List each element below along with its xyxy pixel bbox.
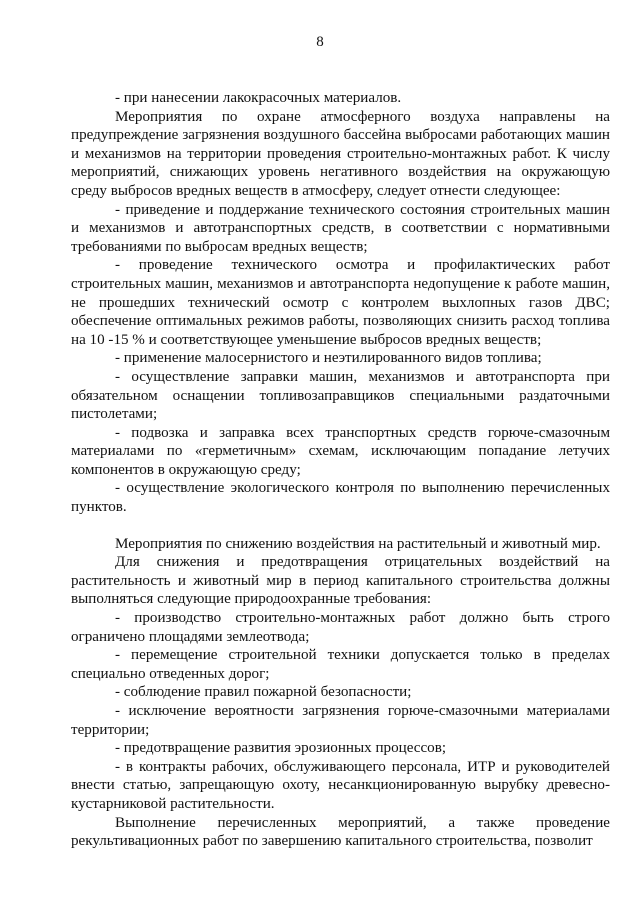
- list-item: - исключение вероятности загрязнения горюче-смазочными материалами территории;: [71, 703, 610, 738]
- list-item: - проведение технического осмотра и профилактических работ строительных машин, механизмов и автотранспорта недопущение к работе машин, не прошедших технический осмотр с контролем выхлопных газов ДВС; обеспечение оптимальных режимов работы, позволяющих снизить расход топлива на 10 -15 % и соответствующее уменьшение выбросов вредных веществ;: [71, 257, 610, 348]
- paragraph: Мероприятия по охране атмосферного воздуха направлены на предупреждение загрязнения воздушного бассейна выбросами работающих машин и механизмов на территории проведения строительно-монтажных работ. К числу мероприятий, снижающих уровень негативного воздействия на окружающую среду выбросов вредных веществ в атмосферу, следует отнести следующее:: [71, 108, 610, 199]
- list-item: - осуществление заправки машин, механизмов и автотранспорта при обязательном оснащении топливозаправщиков специальными раздаточными пистолетами;: [71, 368, 610, 423]
- section-heading: Мероприятия по снижению воздействия на растительный и животный мир.: [115, 535, 601, 552]
- list-item: - в контракты рабочих, обслуживающего персонала, ИТР и руководителей внести статью, запрещающую охоту, несанкционированную вырубку древесно-кустарниковой растительности.: [71, 758, 610, 812]
- paragraph: Для снижения и предотвращения отрицательных воздействий на растительность и животный мир в период капитального строительства должны выполняться следующие природоохранные требования:: [71, 554, 610, 608]
- list-item: - соблюдение правил пожарной безопасности;: [115, 684, 412, 701]
- list-item: - перемещение строительной техники допускается только в пределах специально отведенных дорог;: [71, 647, 610, 682]
- list-item: - применение малосернистого и неэтилированного видов топлива;: [115, 350, 542, 367]
- paragraph: Выполнение перечисленных мероприятий, а также проведение рекультивационных работ по завершению капитального строительства, позволит: [71, 814, 610, 850]
- list-item: - приведение и поддержание технического состояния строительных машин и механизмов и автотранспортных средств, в соответствии с нормативными требованиями по выбросам вредных веществ;: [71, 201, 610, 255]
- list-item: - производство строительно-монтажных работ должно быть строго ограничено площадями землеотвода;: [71, 610, 610, 645]
- list-item: - осуществление экологического контроля по выполнению перечисленных пунктов.: [71, 480, 610, 516]
- document-body: [71, 89, 610, 851]
- list-item: - подвозка и заправка всех транспортных средств горюче-смазочным материалами по «герметичным» схемам, исключающим попадание летучих компонентов в окружающую среду;: [71, 424, 610, 478]
- paragraph: - при нанесении лакокрасочных материалов.: [115, 90, 402, 106]
- list-item: - предотвращение развития эрозионных процессов;: [115, 740, 447, 757]
- page-number: 8: [316, 34, 324, 50]
